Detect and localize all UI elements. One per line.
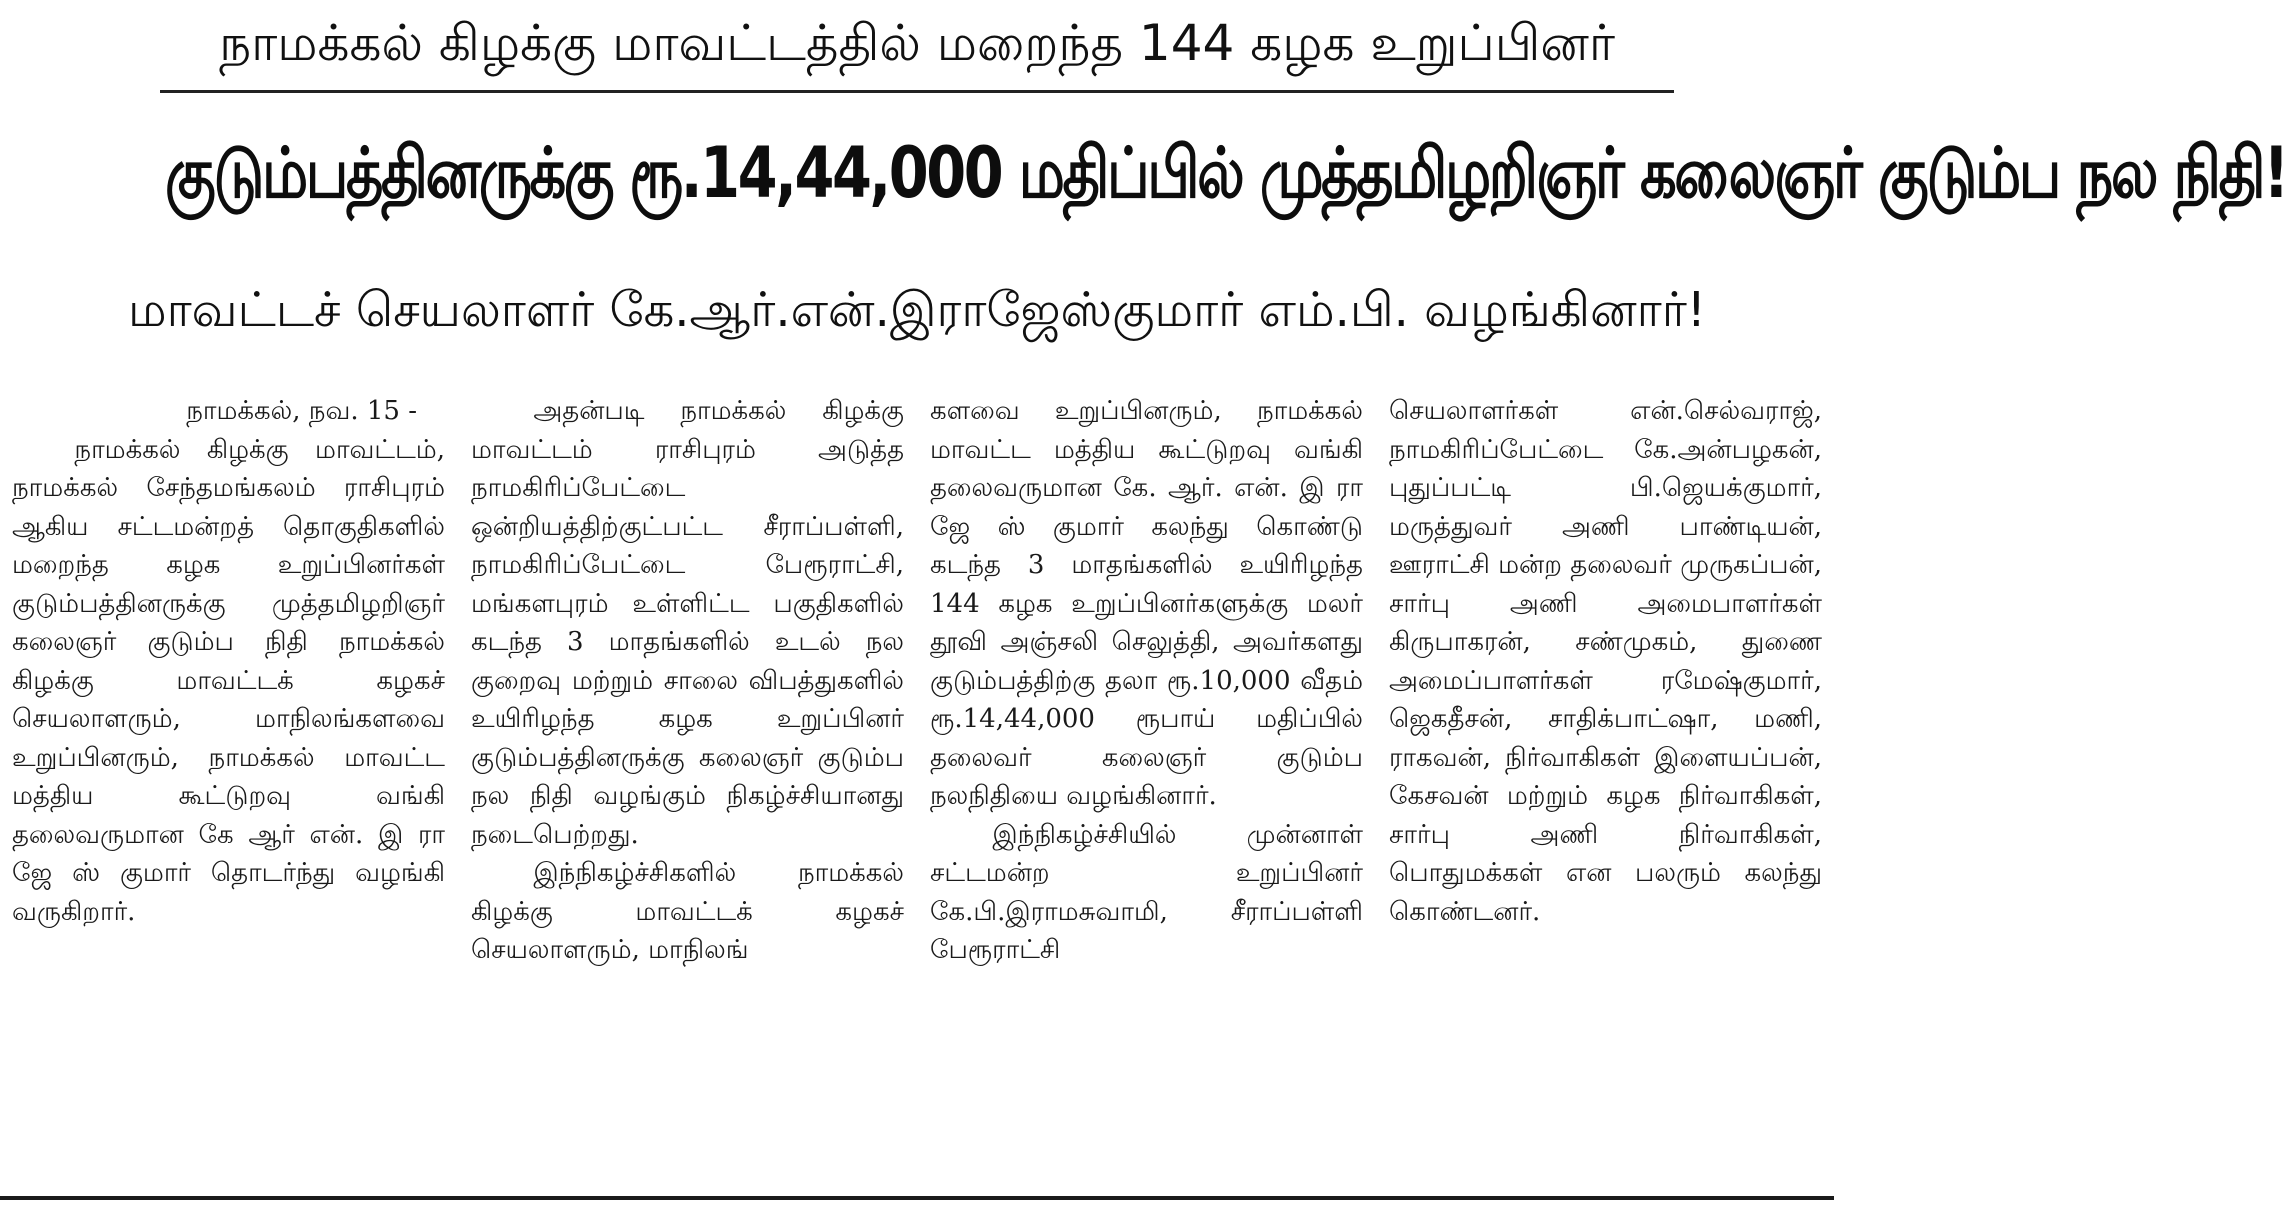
article-column-2 bbox=[471, 392, 904, 1172]
paragraph: இந்நிகழ்ச்சியில் முன்னாள் சட்டமன்ற உறுப்பினர் கே.பி.இராமசுவாமி, சீராப்பள்ளி பேரூராட்சி bbox=[930, 819, 1363, 965]
article-column-1 bbox=[12, 392, 445, 1172]
main-headline: குடும்பத்தினருக்கு ரூ.14,44,000 மதிப்பில் முத்தமிழறிஞர் கலைஞர் குடும்ப நல நிதி! bbox=[165, 132, 2287, 214]
kicker-underline bbox=[160, 90, 1674, 93]
article-column-4 bbox=[1389, 392, 1822, 1172]
bottom-divider bbox=[0, 1196, 1834, 1200]
article-body bbox=[12, 392, 1822, 1172]
paragraph: இந்நிகழ்ச்சிகளில் நாமக்கல் கிழக்கு மாவட்டக் கழகச் செயலாளரும், மாநிலங் bbox=[471, 858, 904, 965]
paragraph: அதன்படி நாமக்கல் கிழக்கு மாவட்டம் ராசிபுரம் அடுத்த நாமகிரிப்பேட்டை ஒன்றியத்திற்குட்பட்ட சீராப்பள்ளி, நாமகிரிப்பேட்டை பேரூராட்சி, மங்களபுரம் உள்ளிட்ட பகுதிகளில் கடந்த 3 மாதங்களில் உடல் நல குறைவு மற்றும் சாலை விபத்துகளில் உயிரிழந்த கழக உறுப்பினர் குடும்பத்தினருக்கு கலைஞர் குடும்ப நல நிதி வழங்கும் நிகழ்ச்சியானது நடைபெற்றது. bbox=[471, 396, 904, 850]
paragraph: களவை உறுப்பினரும், நாமக்கல் மாவட்ட மத்திய கூட்டுறவு வங்கி தலைவருமான கே. ஆர். என். இ ரா ஜே ஸ் குமார் கலந்து கொண்டு கடந்த 3 மாதங்களில் உயிரிழந்த 144 கழக உறுப்பினர்களுக்கு மலர் தூவி அஞ்சலி செலுத்தி, அவர்களது குடும்பத்திற்கு தலா ரூ.10,000 வீதம் ரூ.14,44,000 ரூபாய் மதிப்பில் தலைவர் கலைஞர் குடும்ப நலநிதியை வழங்கினார். bbox=[930, 396, 1363, 811]
kicker-headline: நாமக்கல் கிழக்கு மாவட்டத்தில் மறைந்த 144 கழக உறுப்பினர் bbox=[219, 14, 1615, 72]
paragraph: செயலாளர்கள் என்.செல்வராஜ், நாமகிரிப்பேட்டை கே.அன்பழகன், புதுப்பட்டி பி.ஜெயக்குமார், மருத்துவர் அணி பாண்டியன், ஊராட்சி மன்ற தலைவர் முருகப்பன், சார்பு அணி அமைபாளர்கள் கிருபாகரன், சண்முகம், துணை அமைப்பாளர்கள் ரமேஷ்குமார், ஜெகதீசன், சாதிக்பாட்ஷா, மணி, ராகவன், நிர்வாகிகள் இளையப்பன், கேசவன் மற்றும் கழக நிர்வாகிகள், சார்பு அணி நிர்வாகிகள், பொதுமக்கள் என பலரும் கலந்து கொண்டனர். bbox=[1389, 396, 1822, 927]
paragraph: நாமக்கல் கிழக்கு மாவட்டம், நாமக்கல் சேந்தமங்கலம் ராசிபுரம் ஆகிய சட்டமன்றத் தொகுதிகளில் மறைந்த கழக உறுப்பினர்கள் குடும்பத்தினருக்கு முத்தமிழறிஞர் கலைஞர் குடும்ப நிதி நாமக்கல் கிழக்கு மாவட்டக் கழகச் செயலாளரும், மாநிலங்களவை உறுப்பினரும், நாமக்கல் மாவட்ட மத்திய கூட்டுறவு வங்கி தலைவருமான கே ஆர் என். இ ரா ஜே ஸ் குமார் தொடர்ந்து வழங்கி வருகிறார். bbox=[12, 434, 445, 927]
dateline: நாமக்கல், நவ. 15 - bbox=[186, 396, 417, 426]
article-column-3 bbox=[930, 392, 1363, 1172]
sub-headline: மாவட்டச் செயலாளர் கே.ஆர்.என்.இராஜேஸ்குமார் எம்.பி. வழங்கினார்! bbox=[127, 282, 1707, 338]
